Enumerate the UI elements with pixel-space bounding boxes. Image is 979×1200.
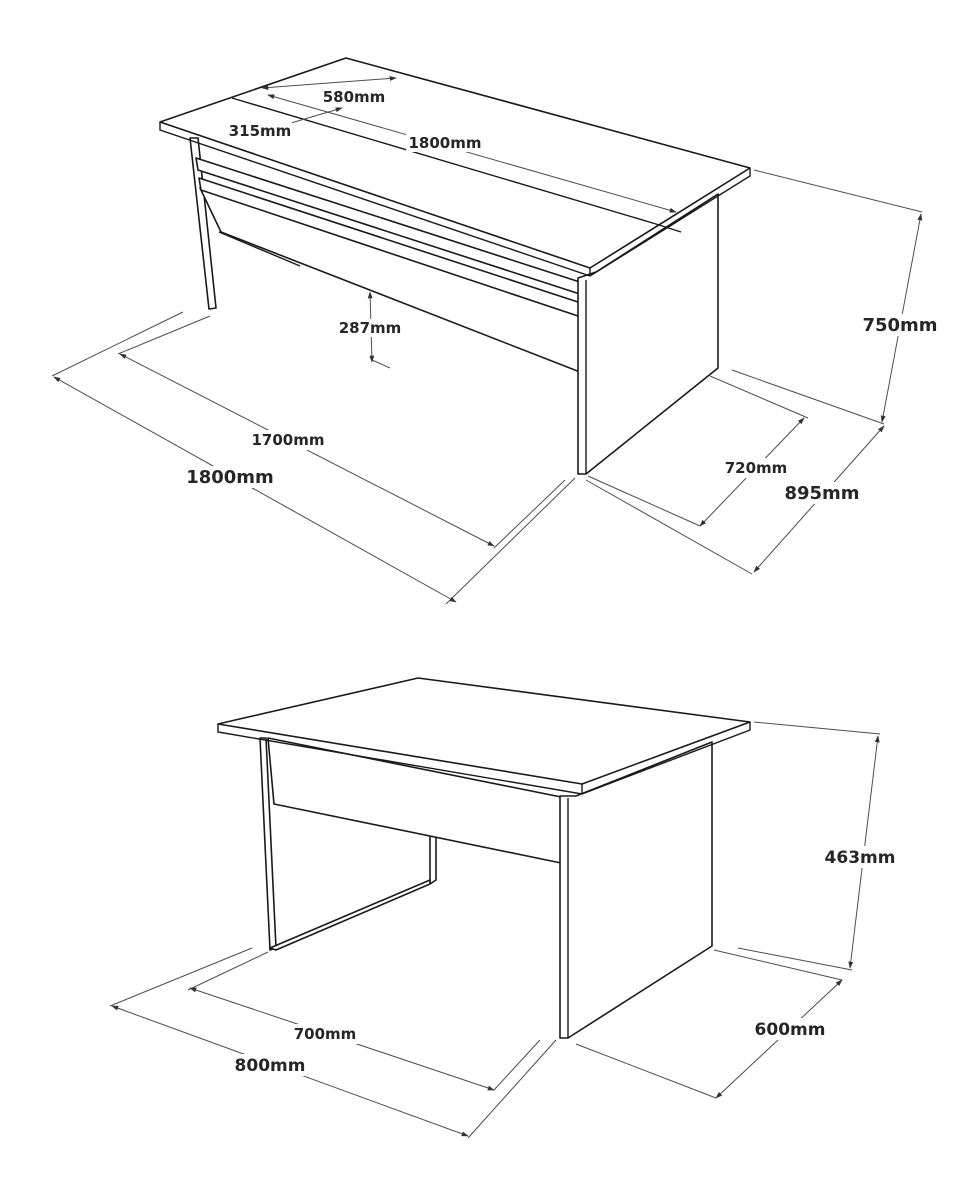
desk-inner-depth-label: 720mm: [724, 459, 788, 477]
desk-overall-depth-label: 895mm: [784, 483, 860, 504]
desk-drawing: [52, 58, 922, 604]
desk-overall-width-label: 1800mm: [186, 467, 274, 488]
return-depth-label: 600mm: [754, 1020, 826, 1040]
return-table-drawing: [110, 678, 880, 1138]
desk-top-width-label: 1800mm: [408, 134, 482, 152]
desk-inner-width-label: 1700mm: [251, 431, 325, 449]
desk-modesty-gap-label: 287mm: [338, 319, 402, 337]
return-height-label: 463mm: [824, 848, 896, 868]
return-back-leg: [430, 836, 436, 884]
return-overall-width-label: 800mm: [234, 1056, 306, 1076]
return-right-leg: [560, 742, 712, 1038]
desk-top-depth-label: 580mm: [322, 88, 386, 106]
desk-height-label: 750mm: [862, 315, 938, 336]
desk-top-back-label: 315mm: [228, 122, 292, 140]
return-inner-width-label: 700mm: [293, 1025, 357, 1043]
